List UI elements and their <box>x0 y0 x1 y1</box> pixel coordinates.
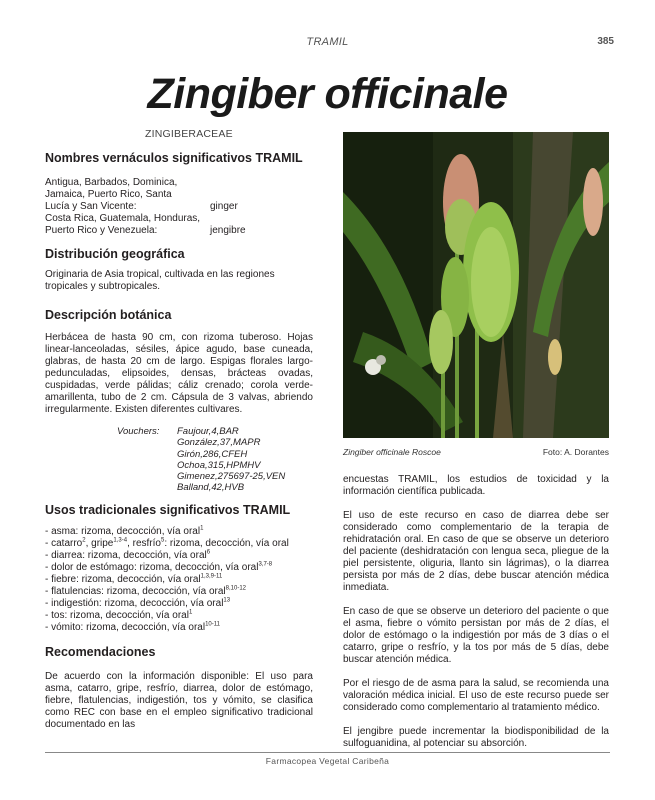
recommendations-text: De acuerdo con la información disponible: El uso para asma, catarro, gripe, resfrío, diarrea, dolor de estómago, fiebre, flatulencias, indigestión, tos y vómito, se clasifica como REC con base en el empleo significativo tradicional documentado en las <box>45 671 313 730</box>
voucher-item: Gimenez,275697-25,VEN <box>177 471 286 483</box>
use-item <box>45 538 313 550</box>
footer-rule <box>45 752 610 753</box>
vernacular-row <box>45 225 313 237</box>
footer-text: Farmacopea Vegetal Caribeña <box>265 756 390 766</box>
use-reference: 10-11 <box>205 621 220 628</box>
vouchers-label: Vouchers: <box>117 426 160 437</box>
use-reference: 3,7-8 <box>258 561 273 568</box>
distribution-text: Originaria de Asia tropical, cultivada en las regiones tropicales y subtropicales. <box>45 269 275 292</box>
vernacular-name <box>210 189 310 201</box>
recommendation-paragraph: Por el riesgo de de asma para la salud, se recomienda una valoración médica inicial. El uso de este recurso puede ser considerado como complementario al tratamiento médico. <box>343 678 609 713</box>
use-text: - indigestión: rizoma, decocción, vía oral <box>45 598 224 609</box>
voucher-item: Balland,42,HVB <box>177 482 245 494</box>
recommendations-section <box>45 646 313 731</box>
recommendations-heading: Recomendaciones <box>45 645 156 659</box>
use-item <box>45 622 313 634</box>
voucher-item: Faujour,4,BAR <box>177 426 239 437</box>
page-number: 385 <box>597 36 614 47</box>
vernacular-row <box>45 177 313 189</box>
distribution-heading: Distribución geográfica <box>45 247 185 261</box>
recommendation-paragraph: El jengibre puede incrementar la biodisponibilidad de la sulfoguanidina, al potenciar su absorción. <box>343 726 609 749</box>
botanical-heading: Descripción botánica <box>45 308 172 322</box>
vernacular-name: ginger <box>210 201 238 212</box>
use-reference: 5 <box>160 537 165 544</box>
distribution-section <box>45 248 313 293</box>
vernacular-countries: Antigua, Barbados, Dominica, <box>45 177 178 188</box>
use-text: - tos: rizoma, decocción, vía oral <box>45 610 189 621</box>
vernacular-list <box>45 177 313 237</box>
family-name: ZINGIBERACEAE <box>145 128 233 140</box>
vernacular-row <box>45 201 313 213</box>
use-item <box>45 562 313 574</box>
use-text: : rizoma, decocción, vía oral <box>164 538 289 549</box>
vernacular-countries: Costa Rica, Guatemala, Honduras, <box>45 213 201 224</box>
use-item <box>45 598 313 610</box>
voucher-list <box>177 426 285 494</box>
use-text: - dolor de estómago: rizoma, decocción, vía oral <box>45 562 259 573</box>
photo-credit: Foto: A. Dorantes <box>542 447 609 457</box>
figure-caption: Zingiber officinale Roscoe <box>343 447 441 457</box>
use-reference: 1 <box>200 525 204 532</box>
vernacular-row <box>45 213 313 225</box>
recommendation-paragraph: En caso de que se observe un deterioro del paciente o que el asma, fiebre o vómito persistan por más de 2 días, el dolor de estómago o la indigestión por más de 3 días o el catarro, gripe o resfrío, y la tos por más de 5 días, debe buscar atención médica. <box>343 606 609 665</box>
species-title: Zingiber officinale <box>147 70 508 118</box>
use-reference: 6 <box>206 549 211 556</box>
vernacular-heading: Nombres vernáculos significativos TRAMIL <box>45 151 303 165</box>
voucher-item: González,37,MAPR <box>177 437 261 449</box>
recommendations-continued <box>343 474 609 750</box>
recommendation-paragraph: encuestas TRAMIL, los estudios de toxicidad y la información científica publicada. <box>343 474 609 497</box>
recommendation-paragraph: El uso de este recurso en caso de diarrea debe ser considerado como complementario de la terapia de rehidratación oral. En caso de que se observe un deterioro del paciente (deshidratación con lengua seca, pliegue de la piel persistente, oliguria, llanto sin lágrimas), o la diarrea persista por más de 2 días, debe buscar atención médica inmediata. <box>343 510 609 593</box>
use-item <box>45 610 313 622</box>
uses-section <box>45 504 313 634</box>
use-item <box>45 574 313 586</box>
use-text: , resfrío <box>127 538 161 549</box>
use-text: - vómito: rizoma, decocción, vía oral <box>45 622 206 633</box>
vernacular-countries: Jamaica, Puerto Rico, Santa <box>45 189 172 200</box>
botanical-text: Herbácea de hasta 90 cm, con rizoma tuberoso. Hojas linear-lanceoladas, sésiles, ápice agudo, base cuneada, glabras, de hasta 20 cm de largo. Espigas florales largo-pedunculadas, elipsoides, densas, brácteas ovadas, cuspidadas, verde pálidas; cáliz crenado; corola verde-amarillenta, tubo de 2 cm. Cápsula de 3 valvas, abriendo irregularmente. Existen diferentes cultivares. <box>45 332 313 415</box>
running-head: TRAMIL <box>306 36 349 48</box>
vernacular-name: jengibre <box>210 225 246 236</box>
use-reference: 1 <box>188 609 193 616</box>
use-reference: 1,3,9-11 <box>200 573 223 580</box>
use-item <box>45 526 313 538</box>
uses-list <box>45 526 313 634</box>
voucher-item: Ochoa,315,HPMHV <box>177 459 261 471</box>
vernacular-countries: Puerto Rico y Venezuela: <box>45 225 158 236</box>
vernacular-section <box>45 152 313 237</box>
use-reference: 1,3-4 <box>113 537 128 544</box>
use-item <box>45 550 313 562</box>
vouchers-section <box>45 426 313 494</box>
use-text: - fiebre: rizoma, decocción, vía oral <box>45 574 201 585</box>
vernacular-countries: Lucía y San Vicente: <box>45 201 137 212</box>
use-text: - asma: rizoma, decocción, vía oral <box>45 526 201 537</box>
uses-heading: Usos tradicionales significativos TRAMIL <box>45 503 291 517</box>
use-text: - diarrea: rizoma, decocción, vía oral <box>45 550 207 561</box>
botanical-section <box>45 309 313 416</box>
use-reference: 8,10-12 <box>225 585 246 592</box>
use-text: , gripe <box>85 538 114 549</box>
use-item <box>45 586 313 598</box>
vernacular-row <box>45 189 313 201</box>
use-reference: 2 <box>82 537 86 544</box>
use-text: - catarro <box>45 538 83 549</box>
vernacular-name <box>210 213 310 225</box>
use-reference: 13 <box>223 597 231 604</box>
vernacular-name <box>210 177 310 189</box>
voucher-item: Girón,286,CFEH <box>177 448 248 460</box>
use-text: - flatulencias: rizoma, decocción, vía oral <box>45 586 226 597</box>
plant-photo <box>343 132 609 438</box>
